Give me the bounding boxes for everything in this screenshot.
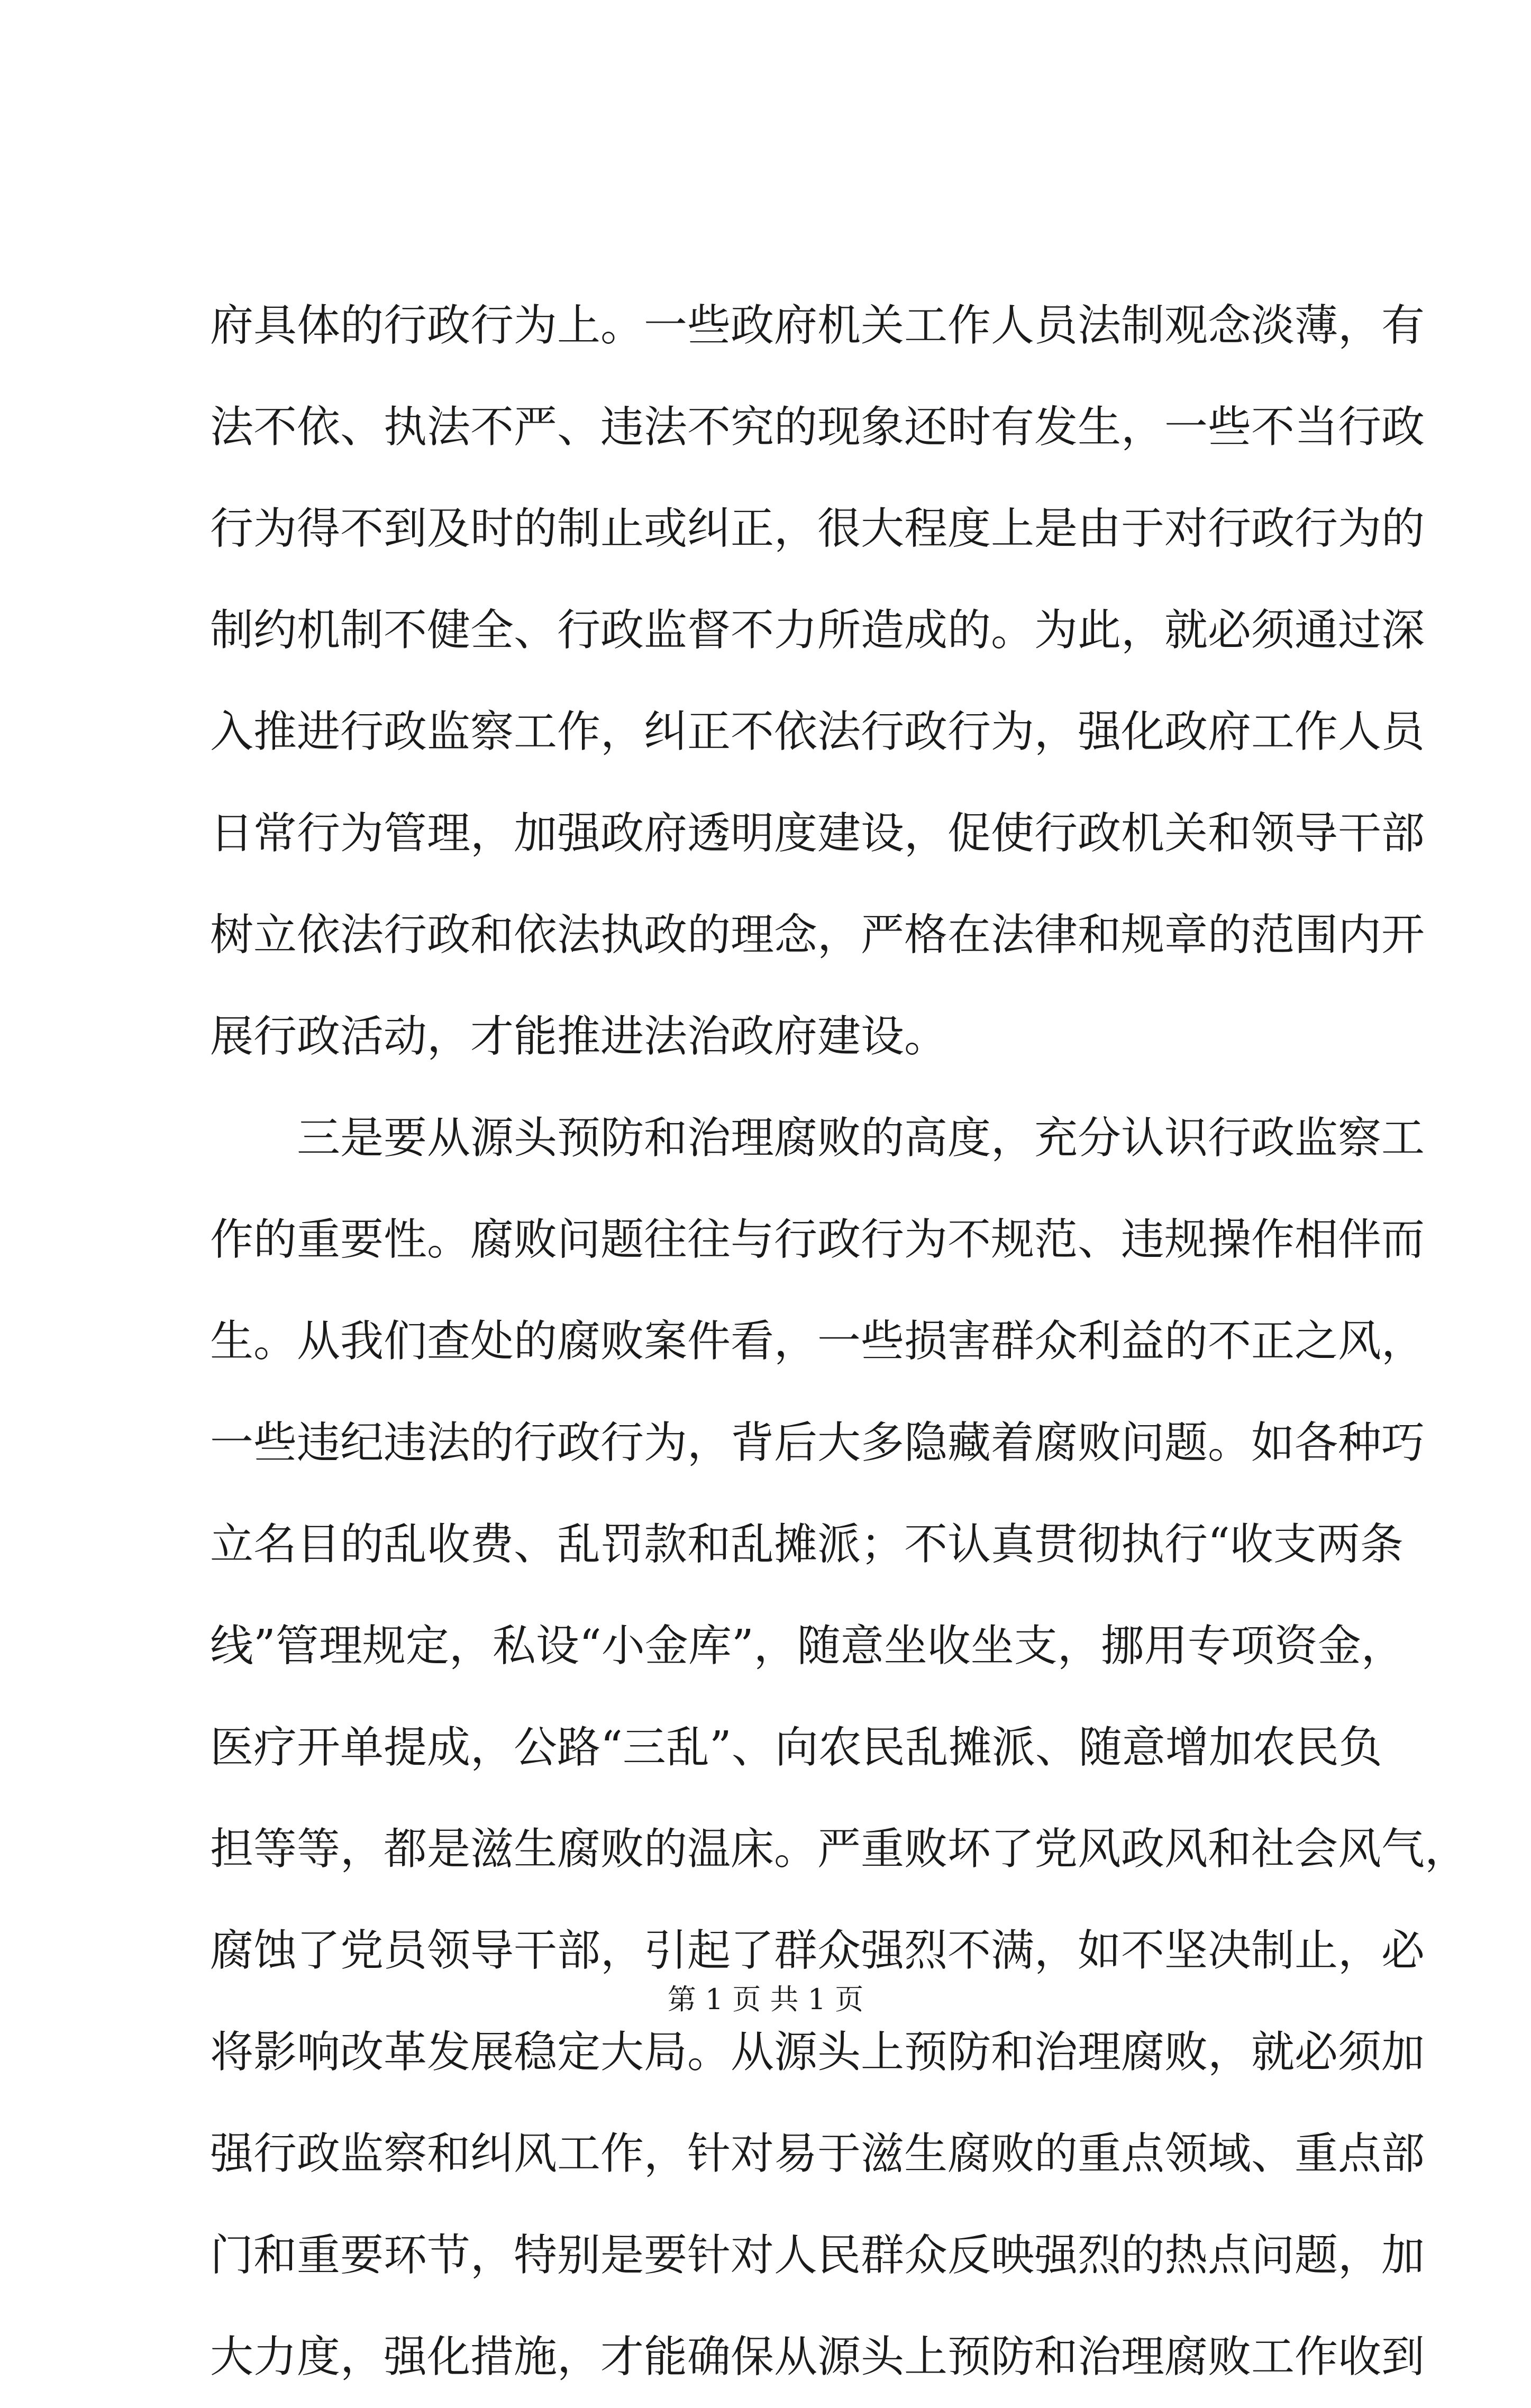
text-line: 腐蚀了党员领导干部，引起了群众强烈不满，如不坚决制止，必 xyxy=(210,1926,1425,1976)
text-line: 法不依、执法不严、违法不究的现象还时有发生，一些不当行政 xyxy=(210,402,1425,452)
paragraph-2 xyxy=(210,1088,1469,2408)
text-line: 一些违纪违法的行政行为，背后大多隐藏着腐败问题。如各种巧 xyxy=(210,1418,1425,1468)
text-line: 作的重要性。腐败问题往往与行政行为不规范、违规操作相伴而 xyxy=(210,1215,1425,1265)
text-line: 强行政监察和纠风工作，针对易于滋生腐败的重点领域、重点部 xyxy=(210,2129,1425,2179)
text-line: 将影响改革发展稳定大局。从源头上预防和治理腐败，就必须加 xyxy=(210,2027,1425,2077)
text-line: 行为得不到及时的制止或纠正，很大程度上是由于对行政行为的 xyxy=(210,504,1425,554)
text-line: 立名目的乱收费、乱罚款和乱摊派；不认真贯彻执行“收支两条 xyxy=(210,1519,1404,1570)
paragraph-1 xyxy=(210,275,1425,1088)
text-line: 展行政活动，才能推进法治政府建设。 xyxy=(210,1011,948,1062)
body-text xyxy=(210,275,1469,2408)
text-line: 府具体的行政行为上。一些政府机关工作人员法制观念淡薄，有 xyxy=(210,300,1425,351)
text-line: 生。从我们查处的腐败案件看，一些损害群众利益的不正之风， xyxy=(210,1316,1425,1366)
text-line: 三是要从源头预防和治理腐败的高度，充分认识行政监察工 xyxy=(297,1113,1425,1163)
text-line: 线”管理规定，私设“小金库”，随意坐收坐支，挪用专项资金， xyxy=(210,1621,1405,1671)
text-line: 医疗开单提成，公路“三乱”、向农民乱摊派、随意增加农民负 xyxy=(210,1722,1382,1773)
page-number-label: 第 1 页 共 1 页 xyxy=(667,1983,864,2016)
text-line: 大力度，强化措施，才能确保从源头上预防和治理腐败工作收到 xyxy=(210,2332,1425,2382)
text-line: 树立依法行政和依法执政的理念，严格在法律和规章的范围内开 xyxy=(210,910,1425,960)
text-line: 门和重要环节，特别是要针对人民群众反映强烈的热点问题，加 xyxy=(210,2230,1425,2281)
text-line: 担等等，都是滋生腐败的温床。严重败坏了党风政风和社会风气， xyxy=(210,1824,1469,1874)
text-line: 日常行为管理，加强政府透明度建设，促使行政机关和领导干部 xyxy=(210,808,1425,859)
page-footer xyxy=(0,1978,1531,2021)
text-line: 制约机制不健全、行政监督不力所造成的。为此，就必须通过深 xyxy=(210,605,1425,655)
text-line: 入推进行政监察工作，纠正不依法行政行为，强化政府工作人员 xyxy=(210,707,1425,757)
